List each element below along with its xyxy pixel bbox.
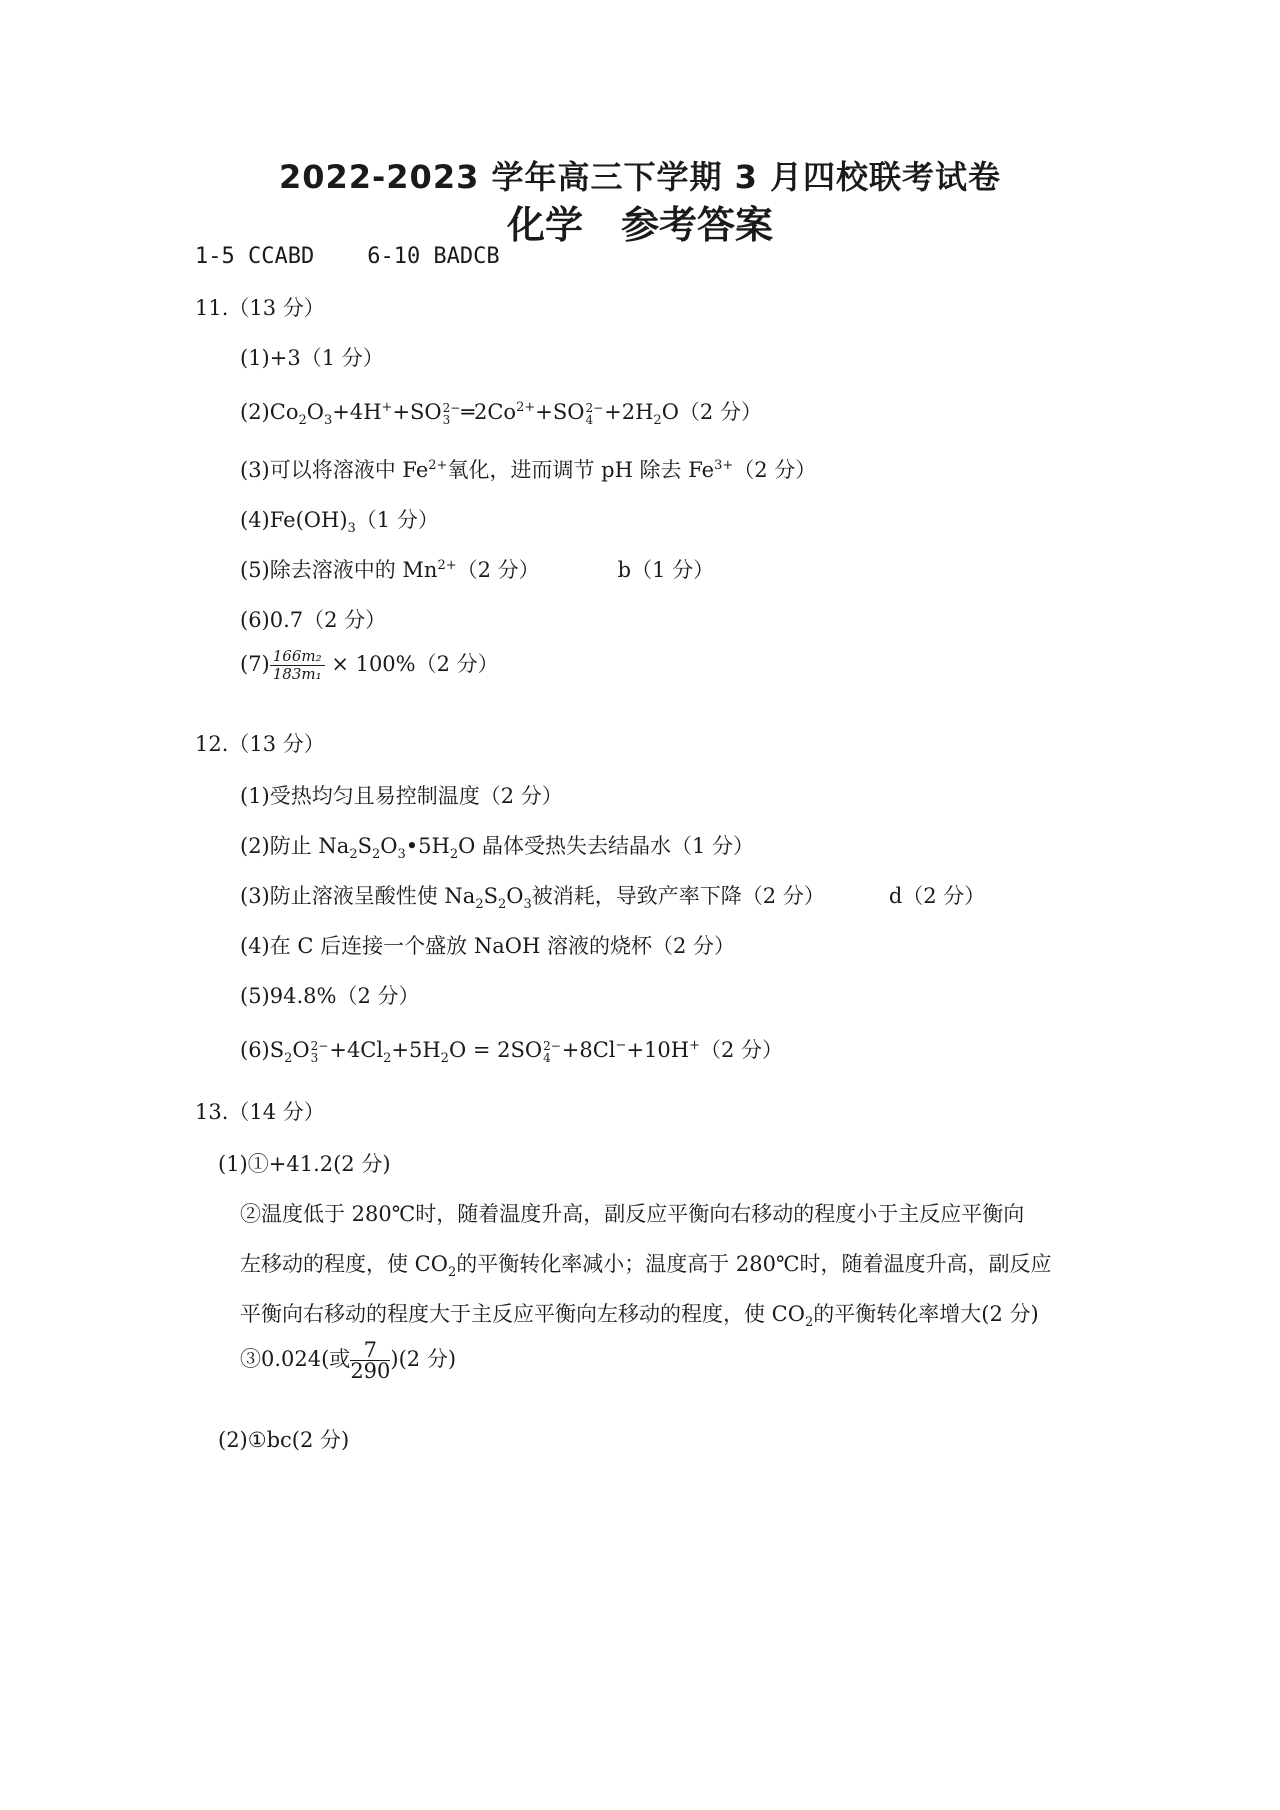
q12-part4: (4)在 C 后连接一个盛放 NaOH 溶液的烧杯（2 分） [240, 934, 735, 958]
q12-part6: $(6)S_2O$ 2− 3 $+4Cl_2+5H_2O = 2SO$ 2− 4 +8Cl−+10H+（2 分） [240, 1038, 784, 1067]
q13-part1: (1)①+41.2(2 分) [218, 1152, 391, 1176]
mcq-6-10: 6-10 BADCB [367, 244, 500, 269]
page-subtitle: 化学 参考答案 [506, 203, 773, 247]
q13-part2-line3: 平衡向右移动的程度大于主反应平衡向左移动的程度，使 $CO_2$的平衡转化率增大(2 分) [240, 1302, 1039, 1331]
q11-part3: (3)可以将溶液中 $Fe^{2+}$氧化，进而调节 pH 除去 $Fe^{3+}(2$ 分） [240, 458, 817, 482]
q11-part5-b: b（1 分） [617, 558, 715, 582]
mcq-answers [195, 244, 500, 269]
q13-part2-line1: ②温度低于 280℃时，随着温度升高，副反应平衡向右移动的程度小于主反应平衡向 [240, 1202, 1025, 1226]
q12-part1: (1)受热均匀且易控制温度（2 分） [240, 784, 563, 808]
q13-part2-line2: 左移动的程度，使 $CO_2$的平衡转化率减小；温度高于 280℃时，随着温度升高，副反应 [240, 1252, 1052, 1281]
q11-part2: $(2)Co_2O_3+4H^++SO$ 2− 3 $═2Co^{2+}+SO$ 2− 4 $+2H_2O(2$ 分） [240, 400, 762, 429]
q11-part5: (5)除去溶液中的 $Mn^{2+}(2$ 分） b（1 分） [240, 558, 715, 582]
q13-heading: 13.（14 分） [195, 1100, 325, 1124]
q12-part5: (5)94.8%（2 分） [240, 984, 420, 1008]
q11-part7: (7) $\frac{\text{166m₂}}{\text{183m₁}}$ × 100%（2 分） [240, 647, 499, 683]
q13-part4: (2)①bc(2 分) [218, 1428, 350, 1452]
page-title: 2022-2023 学年高三下学期 3 月四校联考试卷 [278, 158, 1002, 196]
q11-part6: (6)0.7（2 分） [240, 608, 387, 632]
q11-heading: 11.（13 分） [195, 296, 325, 320]
q12-part3: (3)防止溶液呈酸性使 $Na_2S_2O_3$被消耗，导致产率下降（2 分） d（2 分） [240, 884, 986, 913]
q12-part3-d: d（2 分） [888, 884, 986, 908]
q12-part2: (2)防止 $Na_2S_2O_3•5H_2O$ 晶体受热失去结晶水（1 分） [240, 834, 755, 863]
q11-part1: (1)+3（1 分） [240, 346, 384, 370]
q11-fraction: $\frac{\text{166m₂}}{\text{183m₁}}$ [270, 648, 325, 683]
q12-heading: 12.（13 分） [195, 732, 325, 756]
q13-fraction: $\frac{7}{290}$ [350, 1338, 391, 1383]
q11-part4: $(4)Fe(OH)_3(1$ 分） [240, 508, 439, 537]
q13-part3: ③0.024(或 $\frac{7}{290}$ )(2 分) [240, 1338, 457, 1383]
mcq-1-5: 1-5 CCABD [195, 244, 315, 269]
